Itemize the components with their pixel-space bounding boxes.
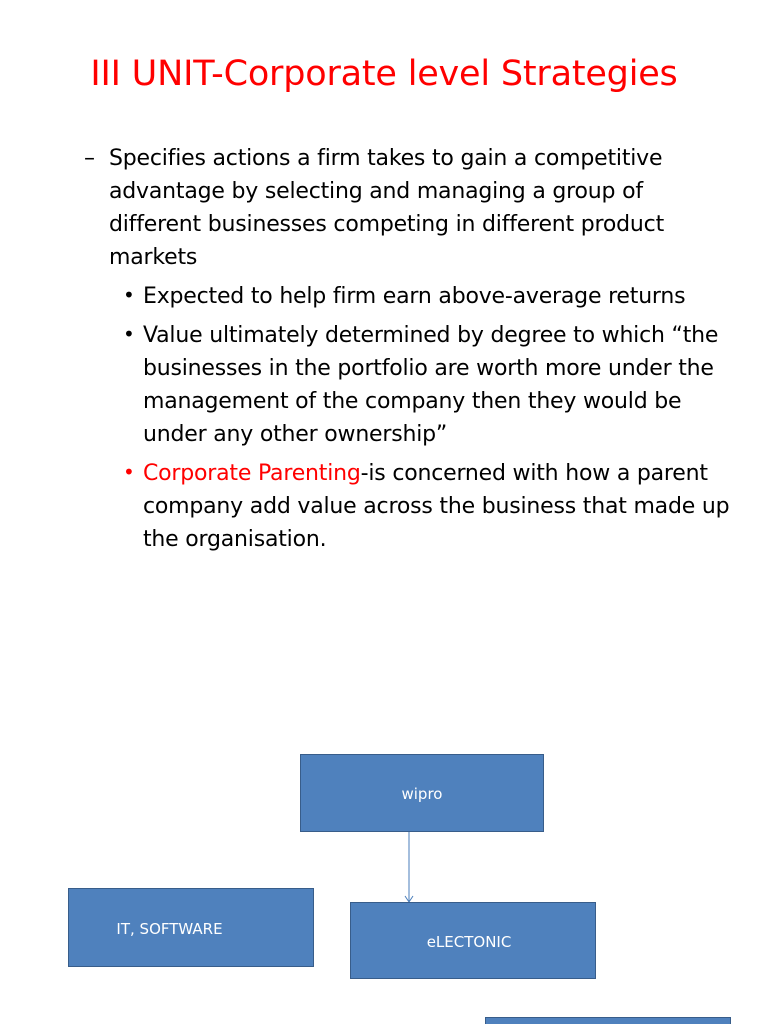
node-label: eLECTONIC [426, 933, 512, 951]
node-label: wipro [401, 785, 443, 803]
node-electronic [350, 902, 596, 979]
bullet-marker: • [123, 460, 135, 484]
corporate-parenting-term: Corporate Parenting [143, 461, 361, 486]
node-it-software [68, 888, 314, 967]
bullet-marker: • [123, 283, 135, 307]
sub-point-text: Value ultimately determined by degree to which “the businesses in the portfolio are worth more under the management of the company then they would be under any other ownership” [143, 323, 719, 447]
sub-point-text: Expected to help firm earn above-average returns [143, 284, 686, 309]
sub-point-3 [84, 457, 734, 556]
main-point-text: Specifies actions a firm takes to gain a competitive advantage by selecting and managing a group of different businesses competing in different product markets [109, 146, 664, 270]
sub-point-text: -is concerned with how a parent company add value across the business that made up the organisation. [143, 461, 730, 552]
bullet-marker: • [123, 322, 135, 346]
dash-marker: – [84, 146, 95, 171]
sub-point-2 [84, 319, 734, 451]
main-point [84, 142, 734, 274]
slide-body [84, 142, 734, 556]
node-partial [485, 1017, 731, 1024]
node-wipro [300, 754, 544, 832]
slide-title: III UNIT-Corporate level Strategies [90, 54, 678, 94]
sub-point-1 [84, 280, 734, 313]
node-label: IT, SOFTWARE [116, 920, 223, 938]
